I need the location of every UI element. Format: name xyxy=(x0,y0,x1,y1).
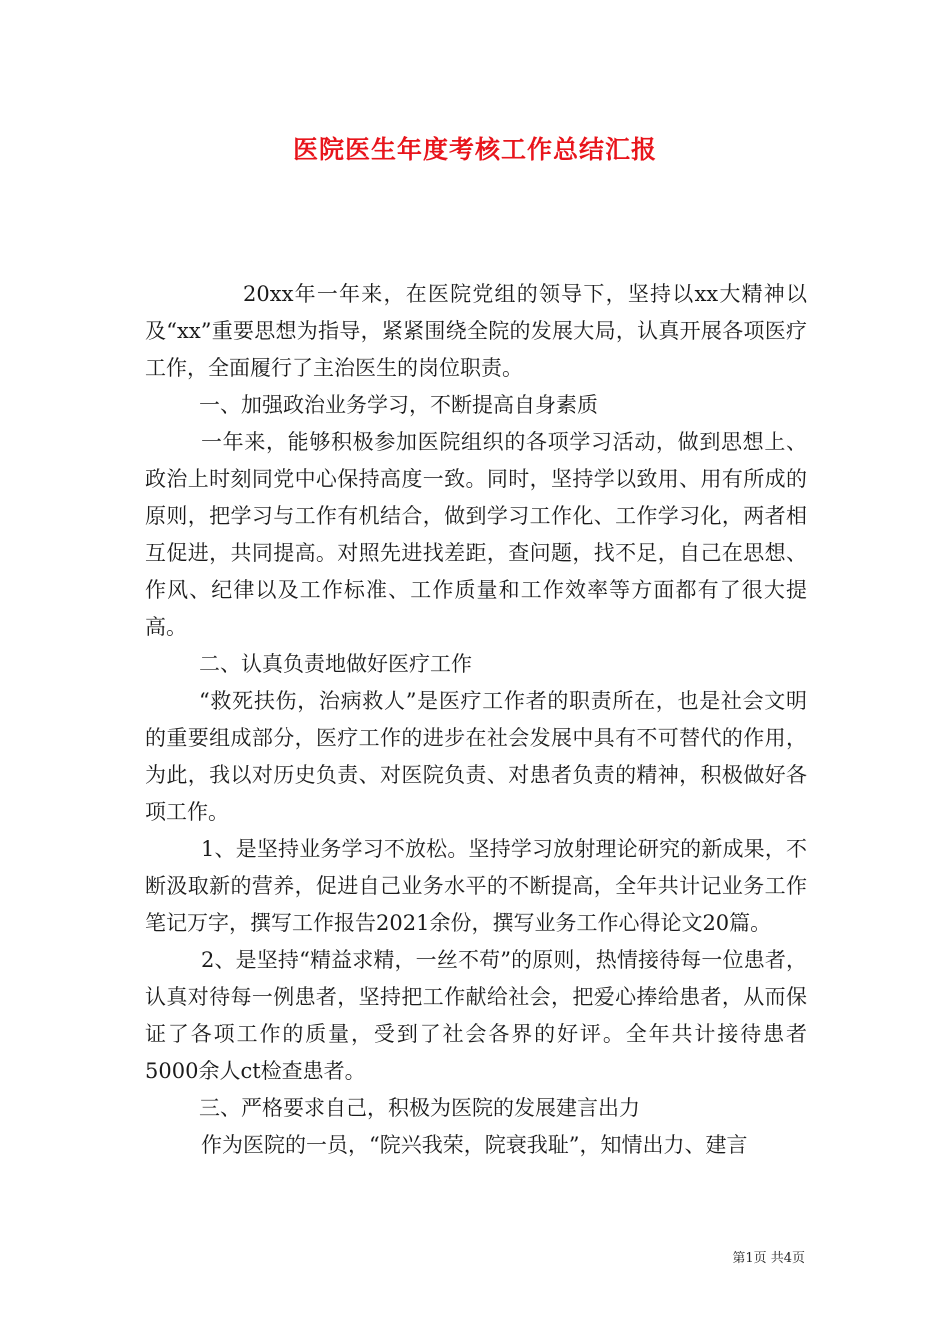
document-title: 医院医生年度考核工作总结汇报 xyxy=(292,135,657,164)
document-body xyxy=(145,276,807,1164)
paragraph-section-1: 一年来，能够积极参加医院组织的各项学习活动，做到思想上、政治上时刻同党中心保持高度一致。同时，坚持学以致用、用有所成的原则，把学习与工作有机结合，做到学习工作化、工作学习化，两者相互促进，共同提高。对照先进找差距，查问题，找不足，自己在思想、作风、纪律以及工作标准、工作质量和工作效率等方面都有了很大提高。 xyxy=(145,430,807,639)
paragraph-section-2: “救死扶伤，治病救人”是医疗工作者的职责所在，也是社会文明的重要组成部分，医疗工作的进步在社会发展中具有不可替代的作用，为此，我以对历史负责、对医院负责、对患者负责的精神，积极做好各项工作。 xyxy=(145,689,807,824)
paragraph-intro: 20xx年一年来，在医院党组的领导下，坚持以xx大精神以及“xx”重要思想为指导，紧紧围绕全院的发展大局，认真开展各项医疗工作，全面履行了主治医生的岗位职责。 xyxy=(145,282,807,380)
page-number: 第1页 共4页 xyxy=(732,1251,805,1266)
paragraph-item-2: 2、是坚持“精益求精，一丝不苟”的原则，热情接待每一位患者，认真对待每一例患者，坚持把工作献给社会，把爱心捧给患者，从而保证了各项工作的质量，受到了社会各界的好评。全年共计接待患者5000余人ct检查患者。 xyxy=(145,948,807,1083)
heading-section-3: 三、严格要求自己，积极为医院的发展建言出力 xyxy=(199,1096,640,1120)
heading-section-2: 二、认真负责地做好医疗工作 xyxy=(199,652,472,676)
paragraph-section-3: 作为医院的一员，“院兴我荣，院衰我耻”，知情出力、建言 xyxy=(201,1133,748,1157)
heading-section-1: 一、加强政治业务学习，不断提高自身素质 xyxy=(199,393,598,417)
paragraph-item-1: 1、是坚持业务学习不放松。坚持学习放射理论研究的新成果，不断汲取新的营养，促进自己业务水平的不断提高，全年共计记业务工作笔记万字，撰写工作报告2021余份，撰写业务工作心得论文20篇。 xyxy=(145,837,807,935)
